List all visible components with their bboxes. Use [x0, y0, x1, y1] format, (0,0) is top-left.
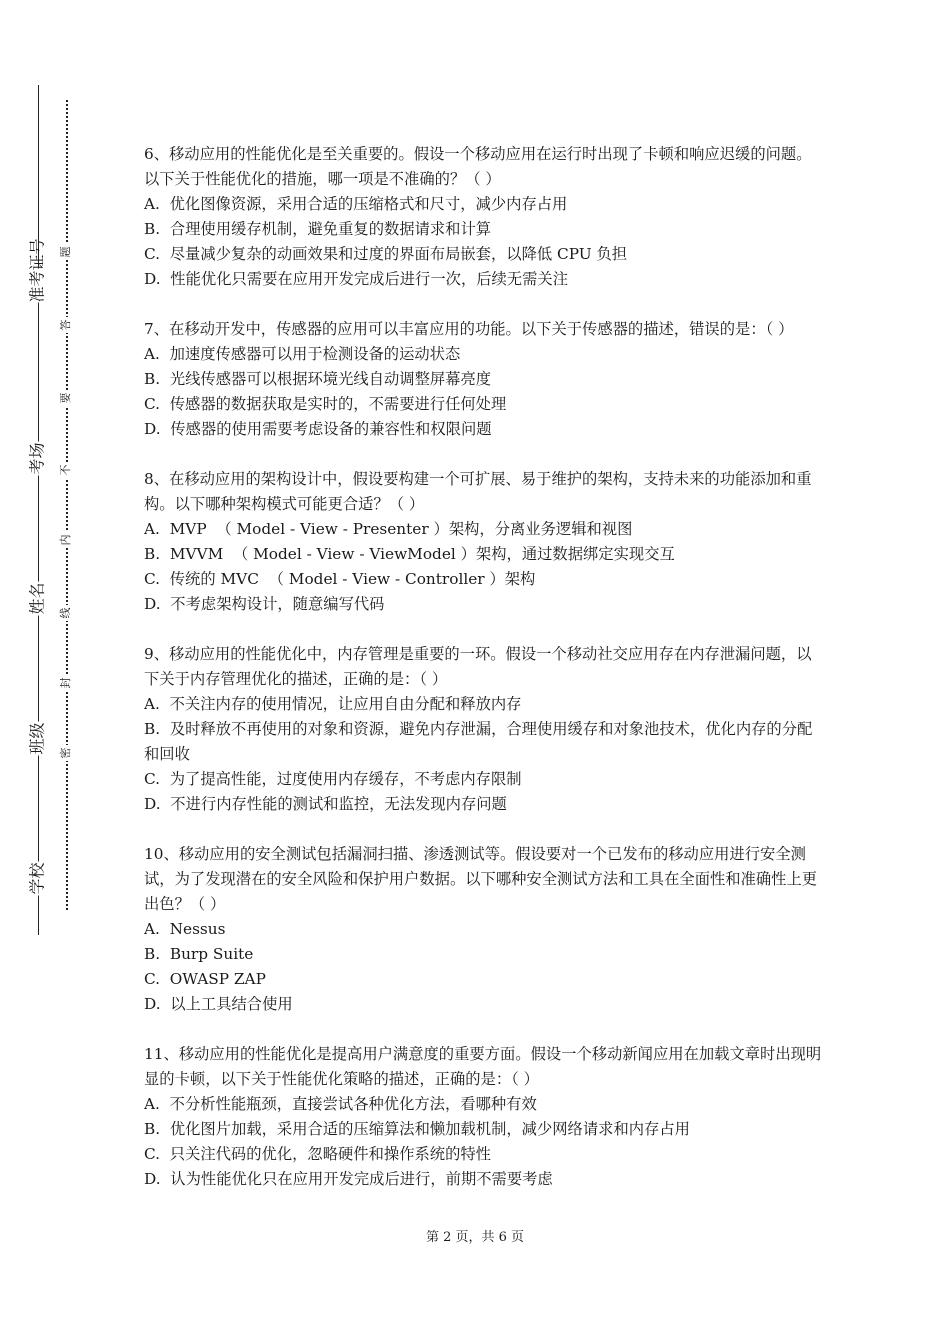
option-c: C. 传统的 MVC （ Model - View - Controller ）架构	[144, 570, 536, 588]
option-b: B. 优化图片加载，采用合适的压缩算法和懒加载机制，减少网络请求和内存占用	[144, 1120, 690, 1138]
option-b: B. 光线传感器可以根据环境光线自动调整屏幕亮度	[144, 370, 492, 388]
question-6	[144, 142, 824, 292]
question-stem: 7、在移动开发中，传感器的应用可以丰富应用的功能。以下关于传感器的描述，错误的是：（ ）	[144, 320, 794, 338]
page-footer: 第 2 页，共 6 页	[425, 1230, 525, 1245]
question-stem: 8、在移动应用的架构设计中，假设要构建一个可扩展、易于维护的架构，支持未来的功能添加和重构。以下哪种架构模式可能更合适？（ ）	[144, 470, 812, 513]
class-field-label: 班级	[27, 722, 47, 755]
option-c: C. 只关注代码的优化，忽略硬件和操作系统的特性	[144, 1145, 491, 1163]
seal-char-xian: 线	[59, 605, 73, 621]
option-a: A. 不关注内存的使用情况，让应用自由分配和释放内存	[144, 695, 522, 713]
exam-room-field-label: 考场	[27, 442, 47, 475]
option-d: D. 认为性能优化只在应用开发完成后进行，前期不需要考虑	[144, 1170, 553, 1188]
option-c: C. 传感器的数据获取是实时的，不需要进行任何处理	[144, 395, 507, 413]
option-a: A. 不分析性能瓶颈，直接尝试各种优化方法，看哪种有效	[144, 1095, 537, 1113]
option-a: A. 加速度传感器可以用于检测设备的运动状态	[144, 345, 461, 363]
seal-dotted-line	[66, 100, 68, 910]
option-d: D. 以上工具结合使用	[144, 995, 293, 1013]
option-b: B. Burp Suite	[144, 945, 254, 963]
exam-number-field-label: 准考证号	[27, 238, 47, 303]
option-a: A. MVP （ Model - View - Presenter ）架构，分离业务逻辑和视图	[144, 520, 633, 538]
question-stem: 9、移动应用的性能优化中，内存管理是重要的一环。假设一个移动社交应用存在内存泄漏问题，以下关于内存管理优化的描述，正确的是：（ ）	[144, 645, 812, 688]
question-list	[144, 142, 824, 1217]
seal-char-nei: 内	[59, 532, 73, 548]
seal-char-feng: 封	[59, 675, 73, 691]
question-stem: 10、移动应用的安全测试包括漏洞扫描、渗透测试等。假设要对一个已发布的移动应用进行安全测试，为了发现潜在的安全风险和保护用户数据。以下哪种安全测试方法和工具在全面性和准确性上更出色？（ ）	[144, 845, 818, 913]
binding-solid-line	[38, 85, 39, 935]
question-10	[144, 842, 824, 1017]
option-d: D. 传感器的使用需要考虑设备的兼容性和权限问题	[144, 420, 492, 438]
question-8	[144, 467, 824, 617]
seal-char-mi: 密	[59, 745, 73, 761]
option-b: B. 合理使用缓存机制，避免重复的数据请求和计算	[144, 220, 492, 238]
option-a: A. 优化图像资源，采用合适的压缩格式和尺寸，减少内存占用	[144, 195, 568, 213]
seal-char-da: 答	[59, 317, 73, 333]
question-stem: 11、移动应用的性能优化是提高用户满意度的重要方面。假设一个移动新闻应用在加载文章时出现明显的卡顿，以下关于性能优化策略的描述，正确的是：（ ）	[144, 1045, 822, 1088]
name-field-label: 姓名	[27, 582, 47, 615]
seal-char-yao: 要	[59, 390, 73, 406]
option-d: D. 不进行内存性能的测试和监控，无法发现内存问题	[144, 795, 507, 813]
seal-char-ti: 题	[59, 244, 73, 260]
option-c: C. OWASP ZAP	[144, 970, 266, 988]
option-c: C. 为了提高性能，过度使用内存缓存，不考虑内存限制	[144, 770, 522, 788]
option-c: C. 尽量减少复杂的动画效果和过度的界面布局嵌套，以降低 CPU 负担	[144, 245, 628, 263]
option-b: B. 及时释放不再使用的对象和资源，避免内存泄漏，合理使用缓存和对象池技术，优化内存的分配和回收	[144, 720, 813, 763]
seal-char-bu: 不	[59, 462, 73, 478]
option-d: D. 不考虑架构设计，随意编写代码	[144, 595, 385, 613]
question-11	[144, 1042, 824, 1192]
option-d: D. 性能优化只需要在应用开发完成后进行一次，后续无需关注	[144, 270, 569, 288]
option-b: B. MVVM （ Model - View - ViewModel ）架构，通过数据绑定实现交互	[144, 545, 675, 563]
school-field-label: 学校	[27, 862, 47, 895]
question-9	[144, 642, 824, 817]
question-stem: 6、移动应用的性能优化是至关重要的。假设一个移动应用在运行时出现了卡顿和响应迟缓的问题。以下关于性能优化的措施，哪一项是不准确的？（ ）	[144, 145, 812, 188]
question-7	[144, 317, 824, 442]
option-a: A. Nessus	[144, 920, 226, 938]
binding-margin	[0, 0, 110, 1344]
